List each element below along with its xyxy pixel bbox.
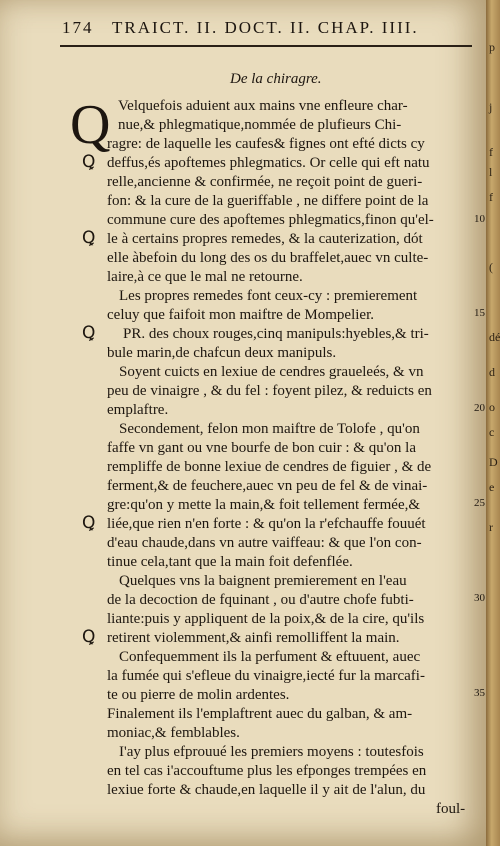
page-number: 174 <box>62 18 94 37</box>
running-header <box>62 18 472 40</box>
edge-letter: f <box>489 145 493 159</box>
text-line: Secondement, felon mon maiftre de Tolofe , qu'on <box>119 421 420 437</box>
edge-letter: e <box>489 480 495 494</box>
margin-mark: Ꝗ <box>82 513 96 533</box>
edge-letter: d <box>489 365 495 379</box>
section-title: De la chiragre. <box>230 71 322 87</box>
text-line: Confequemment ils la perfument & eftuuent, auec <box>119 649 421 665</box>
text-line: moniac,& femblables. <box>107 725 240 741</box>
margin-mark: Ꝗ <box>82 323 96 343</box>
margin-mark: Ꝗ <box>82 152 96 172</box>
edge-letter: ( <box>489 260 493 274</box>
text-line: Soyent cuicts en lexiue de cendres graueleés, & vn <box>119 364 424 380</box>
text-line: Velquefois aduient aux mains vne enfleure char- <box>118 98 408 114</box>
text-line: Les propres remedes font ceux-cy : premierement <box>119 288 418 304</box>
text-line: Quelques vns la baignent premierement en l'eau <box>119 573 407 589</box>
margin-mark: Ꝗ <box>82 627 96 647</box>
margin-line-number: 15 <box>474 307 485 319</box>
running-title: TRAICT. II. DOCT. II. CHAP. IIII. <box>112 18 419 37</box>
text-line: celuy que faifoit mon maiftre de Mompelier. <box>107 307 374 323</box>
edge-letter: D <box>489 455 498 469</box>
margin-line-number: 20 <box>474 402 485 414</box>
text-line: I'ay plus efprouué les premiers moyens : toutesfois <box>119 744 424 760</box>
text-line: lexiue forte & chaude,en laquelle il y ait de l'alun, du <box>107 782 426 798</box>
text-line: fon: & la cure de la gueriffable , ne differe point de la <box>107 193 429 209</box>
text-line: ragre: de laquelle les caufes& fignes ont efté dicts cy <box>107 136 425 152</box>
text-line: relle,ancienne & confirmée, ne reçoit point de gueri- <box>107 174 423 190</box>
edge-letter: o <box>489 400 495 414</box>
text-line: peu de vinaigre , & du fel : foyent pilez, & reduicts en <box>107 383 432 399</box>
drop-cap: Q <box>70 94 111 156</box>
text-line: emplaftre. <box>107 402 169 418</box>
text-line: ferment,& de feuchere,auec vn peu de fel & de vinai- <box>107 478 428 494</box>
text-line: nue,& phlegmatique,nommée de plufieurs Chi- <box>118 117 402 133</box>
text-line: rempliffe de bonne lexiue de cendres de figuier , & de <box>107 459 432 475</box>
text-line: tinue cela,tant que la main foit defenflée. <box>107 554 353 570</box>
margin-line-number: 35 <box>474 687 485 699</box>
text-line: liante:puis y appliquent de la poix,& de la cire, qu'ils <box>107 611 425 627</box>
text-line: la fumée qui s'efleue du vinaigre,iecté fur la marcafi- <box>107 668 425 684</box>
facing-page-edge <box>486 0 500 846</box>
edge-letter: f <box>489 190 493 204</box>
text-line: Finalement ils l'emplaftrent auec du galban, & am- <box>107 706 413 722</box>
edge-letter: l <box>489 165 493 179</box>
edge-letter: c <box>489 425 495 439</box>
text-line: d'eau chaude,dans vn autre vaiffeau: & que l'on con- <box>107 535 422 551</box>
margin-line-number: 30 <box>474 592 485 604</box>
text-line: retirent violemment,& ainfi remolliffent la main. <box>107 630 400 646</box>
edge-letter: r <box>489 520 493 534</box>
text-line: gre:qu'on y mette la main,& foit tellement fermée,& <box>107 497 421 513</box>
text-line: laire,à ce que le mal ne retourne. <box>107 269 303 285</box>
margin-line-number: 10 <box>474 213 485 225</box>
edge-letter: dé <box>489 330 500 344</box>
text-line: te ou pierre de molin ardentes. <box>107 687 290 703</box>
edge-letter: j <box>489 100 493 114</box>
text-line: bule marin,de chafcun deux manipuls. <box>107 345 337 361</box>
text-line: elle àbefoin du long des os du braffelet,auec vn culte- <box>107 250 429 266</box>
margin-mark: Ꝗ <box>82 228 96 248</box>
text-line: le à certains propres remedes, & la cauterization, dót <box>107 231 423 247</box>
edge-letter: p <box>489 40 495 54</box>
header-rule <box>60 45 472 47</box>
text-line: liée,que rien n'en forte : & qu'on la r'efchauffe fouuét <box>107 516 426 532</box>
text-line: de la decoction de fquinant , ou d'autre chofe fubti- <box>107 592 414 608</box>
text-line: en tel cas i'accouftume plus les efponges trempées en <box>107 763 427 779</box>
catchword: foul- <box>436 801 466 817</box>
text-line: deffus,és apoftemes phlegmatics. Or celle qui eft natu <box>107 155 430 171</box>
text-line: commune cure des apoftemes phlegmatics,finon qu'el- <box>107 212 434 228</box>
margin-line-number: 25 <box>474 497 485 509</box>
text-line: PR. des choux rouges,cinq manipuls:hyebles,& tri- <box>123 326 429 342</box>
text-line: faffe vn gant ou vne bourfe de bon cuir : & qu'on la <box>107 440 417 456</box>
